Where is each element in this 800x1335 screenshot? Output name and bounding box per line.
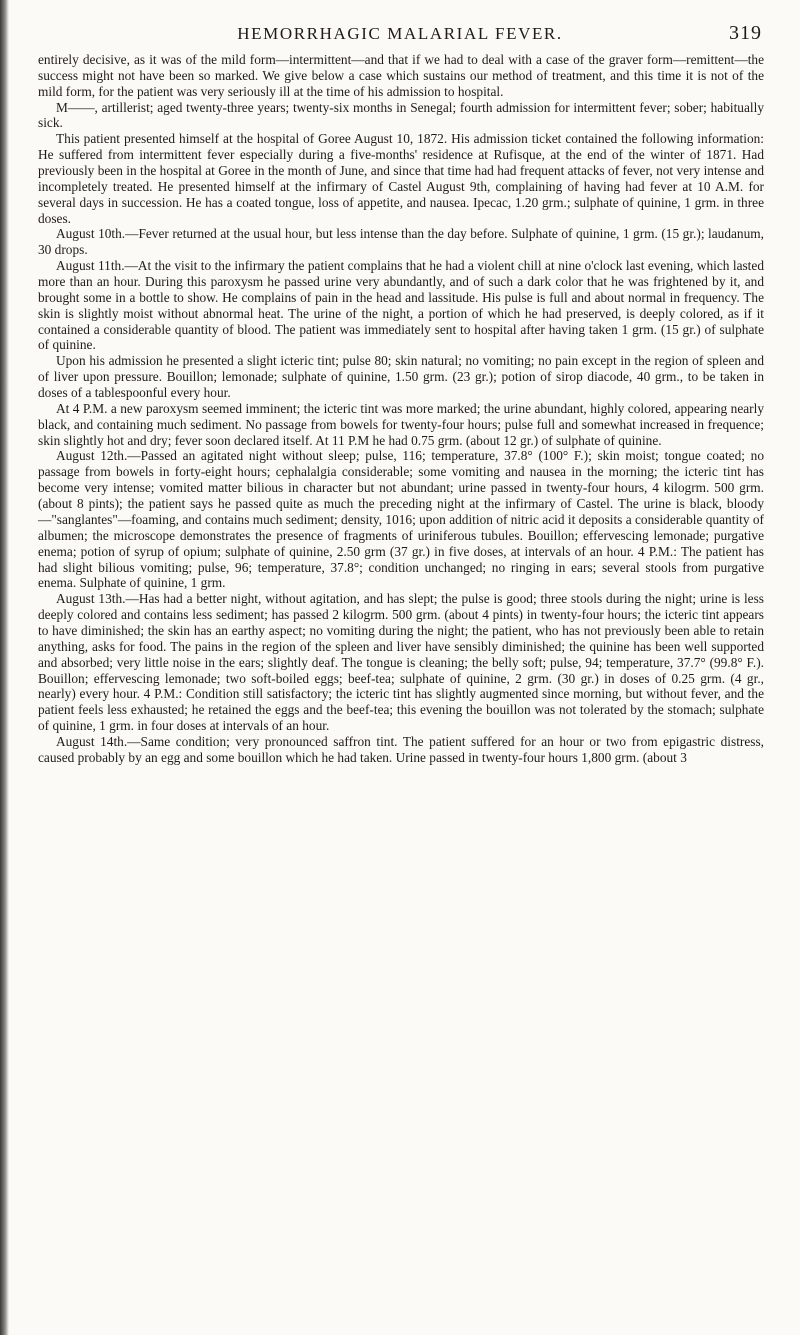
paragraph: August 12th.—Passed an agitated night without sleep; pulse, 116; temperature, 37.8° (100° F.); skin moist; tongue coated; no passage from bowels in forty-eight hours; cephalalgia considerable; some vomiting and nausea in the morning; the icteric tint has become very intense; vomited matter bilious in character but not abundant; urine passed in twenty-four hours, 4 kilogrm. 500 grm. (about 8 pints); the patient says he passed quite as much the preceding night at the infirmary of Castel. The urine is black, bloody—"sanglantes"—foaming, and contains much sediment; density, 1016; upon addition of nitric acid it deposits a considerable quantity of albumen; the microscope demonstrates the presence of fragments of uriniferous tubules. Bouillon; effervescing lemonade; purgative enema; potion of syrup of opium; sulphate of quinine, 2.50 grm (37 gr.) in five doses, at intervals of an hour. 4 P.M.: The patient has had slight bilious vomiting; pulse, 96; temperature, 37.8°; condition unchanged; no ringing in ears; several stools from purgative enema. Sulphate of quinine, 1 grm.	[38, 448, 764, 591]
paragraph: At 4 P.M. a new paroxysm seemed imminent; the icteric tint was more marked; the urine abundant, highly colored, appearing nearly black, and containing much sediment. No passage from bowels for twenty-four hours; pulse full and somewhat increased in frequence; skin slightly hot and dry; fever soon declared itself. At 11 P.M he had 0.75 grm. (about 12 gr.) of sulphate of quinine.	[38, 400, 764, 448]
paragraph: Upon his admission he presented a slight icteric tint; pulse 80; skin natural; no vomiting; no pain except in the region of spleen and of liver upon pressure. Bouillon; lemonade; sulphate of quinine, 1.50 grm. (23 gr.); potion of sirop diacode, 40 grm., to be taken in doses of a tablespoonful every hour.	[38, 353, 764, 401]
paragraph: M——, artillerist; aged twenty-three years; twenty-six months in Senegal; fourth admission for intermittent fever; sober; habitually sick.	[38, 99, 764, 131]
running-title: HEMORRHAGIC MALARIAL FEVER.	[237, 24, 563, 43]
paragraph: August 13th.—Has had a better night, without agitation, and has slept; the pulse is good; three stools during the night; urine is less deeply colored and contains less sediment; has passed 2 kilogrm. 500 grm. (about 4 pints) in twenty-four hours; the icteric tint appears to have diminished; the skin has an earthy aspect; no vomiting during the night; the patient, who has not previously been able to retain anything, asks for food. The pains in the region of the spleen and liver have sensibly diminished; the quinine has been well supported and absorbed; very little noise in the ears; slightly deaf. The tongue is cleaning; the belly soft; pulse, 94; temperature, 37.7° (99.8° F.). Bouillon; effervescing lemonade; two soft-boiled eggs; beef-tea; sulphate of quinine, 2 grm. (30 gr.) in doses of 0.25 grm. (4 gr., nearly) every hour. 4 P.M.: Condition still satisfactory; the icteric tint has slightly augmented since morning, but without fever, and the patient feels less exhausted; he retained the eggs and the beef-tea; this evening the bouillon was not tolerated by the stomach; sulphate of quinine, 1 grm. in four doses at intervals of an hour.	[38, 591, 764, 734]
paragraph: entirely decisive, as it was of the mild form—intermittent—and that if we had to deal with a case of the graver form—remittent—the success might not have been so marked. We give below a case which sustains our method of treatment, and this time it is not of the mild form, for the patient was very seriously ill at the time of his admission to hospital.	[38, 52, 764, 99]
paragraph: August 10th.—Fever returned at the usual hour, but less intense than the day before. Sulphate of quinine, 1 grm. (15 gr.); laudanum, 30 drops.	[38, 226, 764, 258]
paragraph: August 14th.—Same condition; very pronounced saffron tint. The patient suffered for an hour or two from epigastric distress, caused probably by an egg and some bouillon which he had taken. Urine passed in twenty-four hours 1,800 grm. (about 3	[38, 733, 764, 765]
paragraph: August 11th.—At the visit to the infirmary the patient complains that he had a violent chill at nine o'clock last evening, which lasted more than an hour. During this paroxysm he passed urine very abundantly, and of such a dark color that he was frightened by it, and brought some in a bottle to show. He complains of pain in the head and lassitude. His pulse is full and about normal in frequency. The skin is slightly moist without abnormal heat. The urine of the night, a portion of which he had preserved, is deeply colored, as if it contained a considerable quantity of blood. The patient was immediately sent to hospital after having taken 1 grm. (15 gr.) of sulphate of quinine.	[38, 258, 764, 353]
paragraph: This patient presented himself at the hospital of Goree August 10, 1872. His admission ticket contained the following information: He suffered from intermittent fever especially during a five-months' residence at Rufisque, at the end of the winter of 1871. Had previously been in the hospital at Goree in the month of June, and since that time had had frequent attacks of fever, not very intense and incompletely treated. He presented himself at the infirmary of Castel August 9th, complaining of having had fever at 10 A.M. for several days in succession. He has a coated tongue, loss of appetite, and nausea. Ipecac, 1.20 grm.; sulphate of quinine, 1 grm. in three doses.	[38, 131, 764, 226]
page-binding-shadow	[0, 0, 9, 1335]
running-head	[38, 22, 762, 46]
body-text	[38, 52, 764, 766]
page-number: 319	[729, 22, 762, 44]
